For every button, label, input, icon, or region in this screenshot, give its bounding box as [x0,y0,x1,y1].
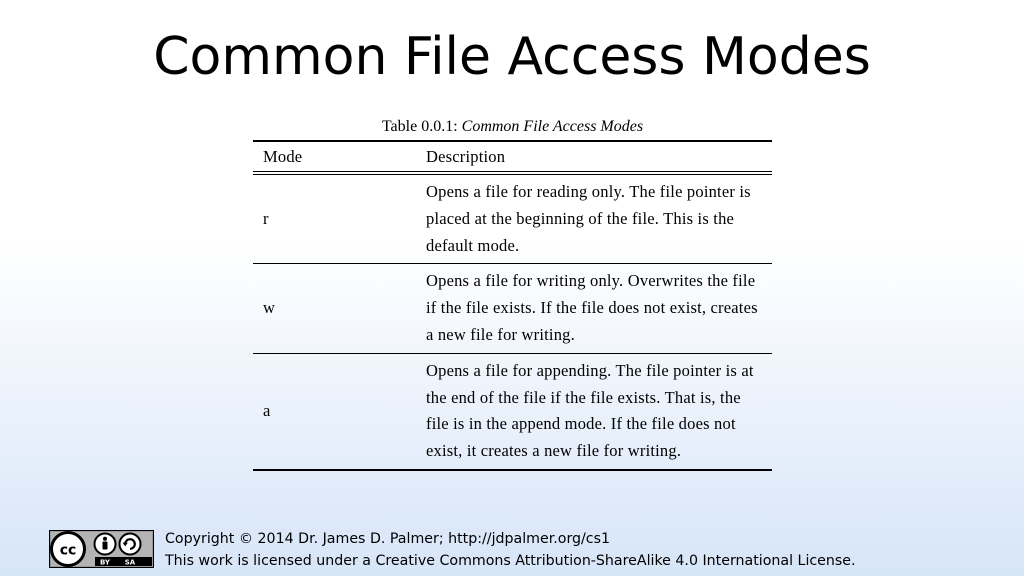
table-caption-title: Common File Access Modes [461,118,644,135]
cc-sa-label: SA [124,558,136,567]
cc-by-label: BY [99,558,111,567]
column-header-mode: Mode [253,141,416,173]
cc-by-sa-icon [49,530,154,568]
slide-title: Common File Access Modes [153,27,871,87]
footer-text [165,528,856,572]
table-row [253,353,772,470]
slide-footer [49,528,1009,570]
description-cell: Opens a file for reading only. The file pointer is placed at the beginning of the file. This is the default mode. [416,173,772,264]
description-cell: Opens a file for writing only. Overwrites the file if the file exists. If the file does not exist, creates a new file for writing. [416,264,772,353]
mode-cell: a [253,353,416,470]
table-row [253,173,772,264]
svg-text:cc: cc [59,542,77,559]
column-header-description: Description [416,141,772,173]
table-header-row [253,141,772,173]
table-caption-label: Table 0.0.1: [381,118,458,135]
mode-cell: r [253,173,416,264]
description-cell: Opens a file for appending. The file pointer is at the end of the file if the file exists. That is, the file is in the append mode. If the file does not exist, it creates a new file for writing. [416,353,772,470]
copyright-line: Copyright © 2014 Dr. James D. Palmer; http://jdpalmer.org/cs1 [165,531,611,547]
mode-cell: w [253,264,416,353]
table-caption [253,116,772,140]
file-modes-table [253,140,772,471]
license-line: This work is licensed under a Creative Commons Attribution-ShareAlike 4.0 International License. [165,553,856,569]
file-modes-table-container [253,116,772,471]
table-row [253,264,772,353]
